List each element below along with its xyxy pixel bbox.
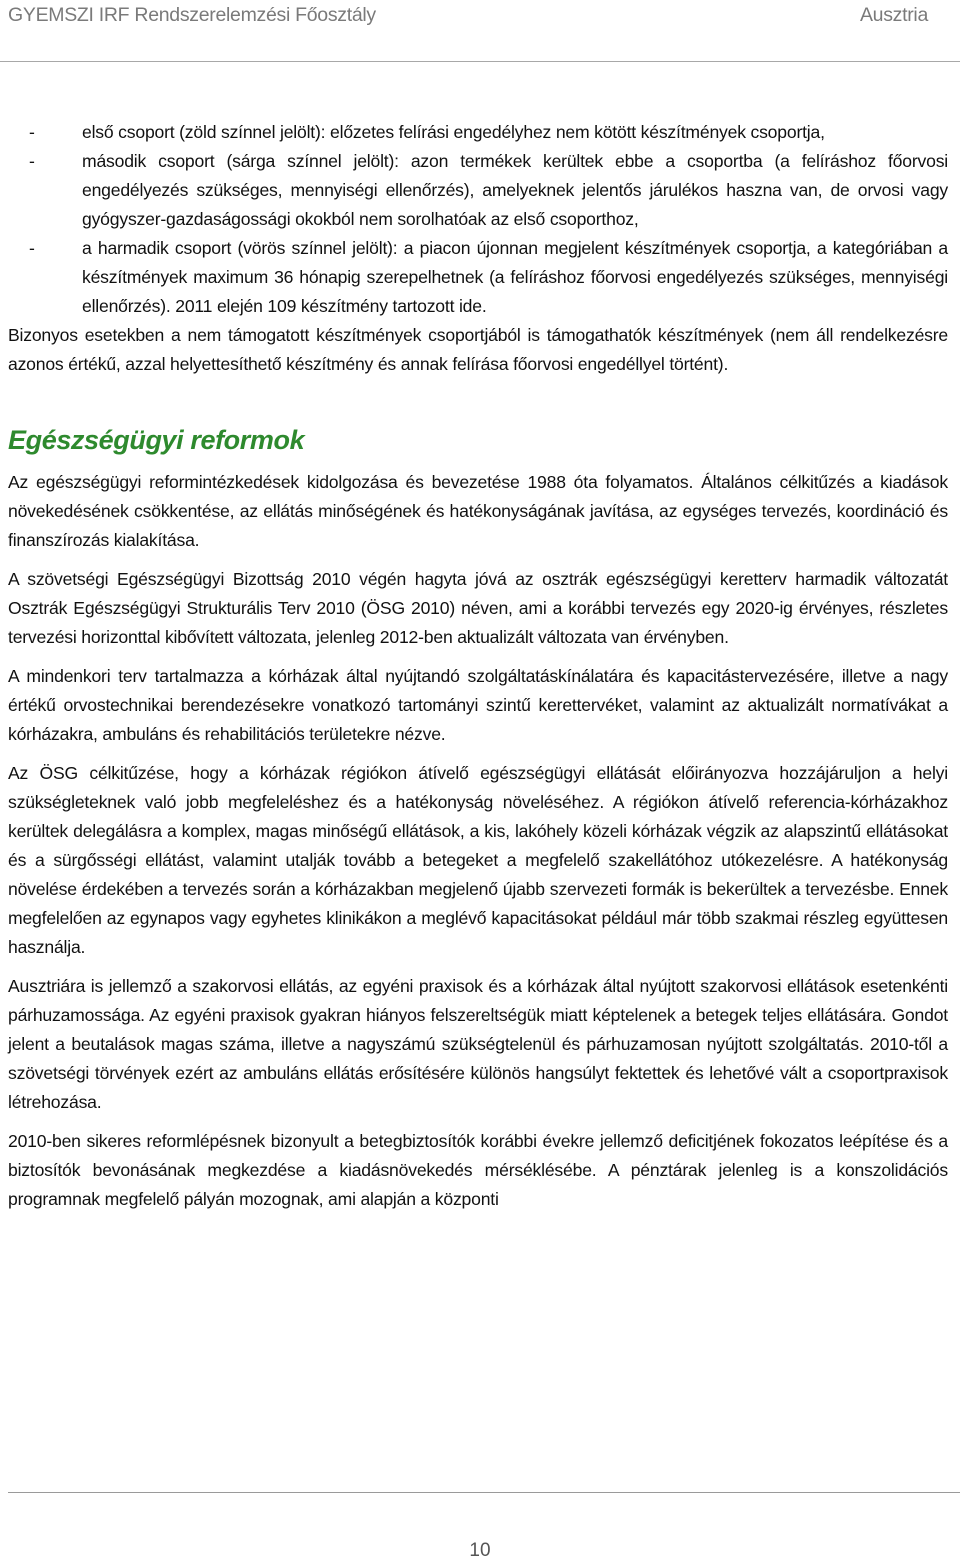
header-organization: GYEMSZI IRF Rendszerelemzési Főosztály (8, 3, 376, 26)
list-item-text: a harmadik csoport (vörös színnel jelölt): a piacon újonnan megjelent készítmények csoportja, a kategóriában a készítmények maximum 36 hónapig szerepelhetnek (a felíráshoz főorvosi engedélyezés szükséges, mennyiségi ellenőrzés). 2011 elején 109 készítmény tartozott ide. (82, 238, 948, 316)
bullet-dash: - (29, 151, 35, 171)
paragraph: Az egészségügyi reformintézkedések kidolgozása és bevezetése 1988 óta folyamatos. Általános célkitűzés a kiadások növekedésének csökkentése, az ellátás minőségének és hatékonyságának javítása, az egységes tervezés, koordináció és finanszírozás kialakítása. (8, 472, 948, 550)
list-item (8, 147, 948, 234)
bullet-list (8, 118, 948, 321)
list-item (8, 118, 948, 147)
document-body (8, 118, 948, 1214)
bullet-dash: - (29, 122, 35, 142)
header-country: Ausztria (859, 3, 928, 26)
list-item-text: első csoport (zöld színnel jelölt): előzetes felírási engedélyhez nem kötött készítmények csoportja, (82, 122, 825, 142)
footer-divider (8, 1492, 960, 1493)
page-number: 10 (469, 1540, 491, 1561)
list-item (8, 234, 948, 321)
paragraph: Az ÖSG célkitűzése, hogy a kórházak régiókon átívelő egészségügyi ellátását előirányozva hozzájáruljon a helyi szükségleteknek való jobb megfeleléshez és a hatékonyság növeléséhez. A régiókon átívelő referencia-kórházakhoz kerültek delegálásra a komplex, magas minőségű ellátások, a kis, lakóhely közeli kórházak végzik az alapszintű ellátásokat és a sürgősségi ellátást, valamint utalják tovább a betegeket a megfelelő szakellátóhoz utókezelésre. A hatékonyság növelése érdekében a tervezés során a kórházakban megjelenő újabb szervezeti formák is bekerültek a tervezésbe. Ennek megfelelően az egynapos vagy egyhetes klinikákon a meglévő kapacitásokat például már több szakmai részleg együttesen használja. (8, 763, 948, 957)
list-item-text: második csoport (sárga színnel jelölt): azon termékek kerültek ebbe a csoportba (a felíráshoz főorvosi engedélyezés szükséges, mennyiségi ellenőrzés), amelyeknek jelentős járulékos haszna van, de orvosi vagy gyógyszer-gazdaságossági okokból nem sorolhatóak az első csoporthoz, (82, 151, 948, 229)
paragraph-exceptions: Bizonyos esetekben a nem támogatott készítmények csoportjából is támogathatók készítmények (nem áll rendelkezésre azonos értékű, azzal helyettesíthető készítmény és annak felírása főorvosi engedéllyel történt). (8, 325, 948, 374)
bullet-dash: - (29, 238, 35, 258)
header-divider (0, 61, 960, 62)
section-heading: Egészségügyi reformok (8, 425, 305, 455)
paragraph: A szövetségi Egészségügyi Bizottság 2010 végén hagyta jóvá az osztrák egészségügyi keretterv harmadik változatát Osztrák Egészségügyi Strukturális Terv 2010 (ÖSG 2010) néven, ami a korábbi tervezés egy 2020-ig érvényes, részletes tervezési horizonttal kibővített változata, jelenleg 2012-ben aktualizált változata van érvényben. (8, 569, 948, 647)
paragraph: 2010-ben sikeres reformlépésnek bizonyult a betegbiztosítók korábbi évekre jellemző deficitjének fokozatos leépítése és a biztosítók bevonásának megkezdése a kiadásnövekedés mérséklésébe. A pénztárak jelenleg is a konszolidációs programnak megfelelő pályán mozognak, ami alapján a központi (8, 1131, 948, 1209)
paragraph: Ausztriára is jellemző a szakorvosi ellátás, az egyéni praxisok és a kórházak által nyújtott szakorvosi ellátások esetenkénti párhuzamossága. Az egyéni praxisok gyakran hiányos felszereltségük miatt képtelenek a betegek teljes ellátására. Gondot jelent a beutalások magas száma, illetve a nagyszámú szükségtelenül és párhuzamosan nyújtott szolgáltatás. 2010-től a szövetségi törvények ezért az ambuláns ellátás erősítésére különös hangsúlyt fektettek és lehetővé vált a csoportpraxisok létrehozása. (8, 976, 948, 1112)
paragraph: A mindenkori terv tartalmazza a kórházak által nyújtandó szolgáltatáskínálatára és kapacitástervezésére, illetve a nagy értékű orvostechnikai berendezésekre vonatkozó tartományi szintű kerettervéket, valamint az aktualizált normatívákat a kórházakra, ambuláns és rehabilitációs területekre nézve. (8, 666, 948, 744)
page-header (8, 0, 928, 30)
